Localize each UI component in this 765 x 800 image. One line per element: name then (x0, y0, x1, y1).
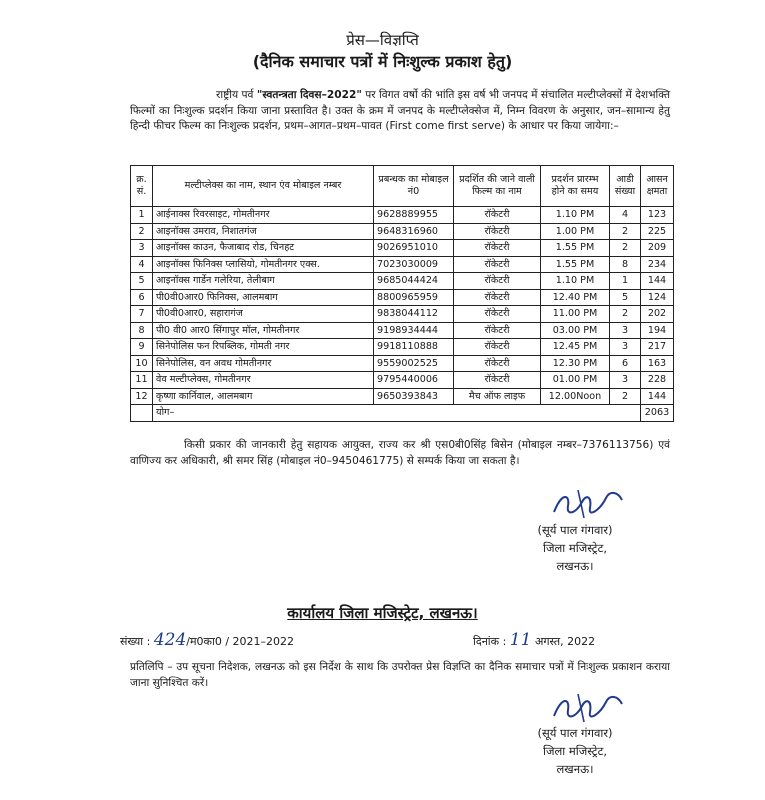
cell-film: रॉकेटरी (454, 223, 541, 240)
date-label: दिनांक : (473, 635, 507, 648)
office-title: कार्यालय जिला मजिस्ट्रेट, लखनऊ। (287, 604, 478, 622)
cell-mobile: 9628889955 (374, 207, 454, 224)
table-total-row (131, 405, 674, 422)
cell-mobile: 9650393843 (374, 388, 454, 405)
cell-sn: 5 (131, 273, 153, 290)
total-label: योग– (153, 405, 641, 422)
cell-film: रॉकेटरी (454, 355, 541, 372)
cell-film: रॉकेटरी (454, 372, 541, 389)
total-value: 2063 (641, 405, 674, 422)
cell-capacity: 163 (641, 355, 674, 372)
ref-suffix: /म0का0 / 2021–2022 (186, 635, 295, 648)
cell-capacity: 225 (641, 223, 674, 240)
signatory-place: लखनऊ। (556, 559, 594, 573)
cell-mobile: 9918110888 (374, 339, 454, 356)
cell-time: 11.00 PM (541, 306, 610, 323)
table-row (131, 273, 674, 290)
cell-name: आइनॉक्स फिनिक्स प्लासियो, गोमतीनगर एक्स. (153, 256, 374, 273)
cell-mobile: 9198934444 (374, 322, 454, 339)
table-row (131, 289, 674, 306)
table-row (131, 322, 674, 339)
cell-mobile: 7023030009 (374, 256, 454, 273)
multiplex-table (130, 165, 674, 422)
cell-sn: 4 (131, 256, 153, 273)
cell-film: रॉकेटरी (454, 289, 541, 306)
cell-name: पी0वी0आर0, सहारागंज (153, 306, 374, 323)
date-handwritten-day: 11 (509, 630, 532, 650)
cell-audi: 5 (610, 289, 641, 306)
cell-audi: 4 (610, 207, 641, 224)
cell-capacity: 234 (641, 256, 674, 273)
document-subtitle: (दैनिक समाचार पत्रों में निःशुल्क प्रकाश हेतु) (252, 52, 513, 71)
table-row (131, 256, 674, 273)
header-sn: क्र. सं. (131, 166, 153, 207)
signatory-place: लखनऊ। (556, 762, 594, 776)
cell-sn: 8 (131, 322, 153, 339)
cell-capacity: 228 (641, 372, 674, 389)
signature-mark (548, 484, 628, 522)
cell-capacity: 144 (641, 273, 674, 290)
cell-audi: 1 (610, 273, 641, 290)
cell-audi: 6 (610, 355, 641, 372)
cell-name: आइनॉक्स गार्डेन गलेरिया, तेलीबाग (153, 273, 374, 290)
cell-audi: 3 (610, 372, 641, 389)
cell-sn: 1 (131, 207, 153, 224)
cell-film: मैच ऑफ लाइफ (454, 388, 541, 405)
reference-number (120, 630, 294, 650)
cell-mobile: 8800965959 (374, 289, 454, 306)
cell-mobile: 9838044112 (374, 306, 454, 323)
cell-audi: 3 (610, 322, 641, 339)
copy-note: प्रतिलिपि – उप सूचना निदेशक, लखनऊ को इस निर्देश के साथ कि उपरोक्त प्रेस विज्ञप्ति का दैनिक समाचार पत्रों में निःशुल्क प्रकाशन कराया जाना सुनिश्चित करें। (130, 661, 670, 689)
cell-time: 03.00 PM (541, 322, 610, 339)
signatory-designation: जिला मजिस्ट्रेट, (542, 744, 608, 758)
cell-time: 12.30 PM (541, 355, 610, 372)
cell-sn: 7 (131, 306, 153, 323)
signatory-name: (सूर्य पाल गंगवार) (537, 726, 613, 740)
signature-block-2 (500, 724, 650, 778)
cell-name: पी0 वी0 आर0 सिंगापुर मॉल, गोमतीनगर (153, 322, 374, 339)
table-row (131, 240, 674, 257)
intro-part2: पर विगत वर्षो की भांति इस वर्ष भी जनपद में संचालित मल्टीप्लेक्सों में देशभक्ति फिल्मों का निःशुल्क प्रदर्शन किया जाना प्रस्तावित है। उक्त के क्रम में जनपद के मल्टीप्लेक्सेज में, निम्न विवरण के अनुसार, जन–सामान्य हेतु हिन्दी फीचर फिल्म का निःशुल्क प्रदर्शन, प्रथम–आगत–प्रथम–पावत (First come first serve) के आधार पर किया जायेगा:– (130, 89, 670, 132)
table-row (131, 355, 674, 372)
cell-name: सिनेपोलिस, वन अवध गोमतीनगर (153, 355, 374, 372)
cell-capacity: 144 (641, 388, 674, 405)
cell-film: रॉकेटरी (454, 256, 541, 273)
ref-label: संख्या : (120, 635, 151, 648)
cell-capacity: 123 (641, 207, 674, 224)
header-audi: आडी संख्या (610, 166, 641, 207)
cell-time: 1.00 PM (541, 223, 610, 240)
signatory-name: (सूर्य पाल गंगवार) (537, 523, 613, 537)
cell-sn: 12 (131, 388, 153, 405)
ref-handwritten-number: 424 (153, 630, 187, 650)
cell-name: आइनॉक्स काउन, फैजाबाद रोड, चिनहट (153, 240, 374, 257)
table-row (131, 306, 674, 323)
cell-mobile: 9648316960 (374, 223, 454, 240)
intro-part1: राष्ट्रीय पर्व (216, 89, 257, 101)
cell-film: रॉकेटरी (454, 306, 541, 323)
cell-time: 1.10 PM (541, 273, 610, 290)
table-row (131, 339, 674, 356)
table-row (131, 388, 674, 405)
cell-name: आइनॉक्स उमराव, निशातगंज (153, 223, 374, 240)
cell-name: पी0वी0आर0 फिनिक्स, आलमबाग (153, 289, 374, 306)
cell-time: 1.55 PM (541, 256, 610, 273)
cell-mobile: 9026951010 (374, 240, 454, 257)
cell-audi: 2 (610, 223, 641, 240)
cell-film: रॉकेटरी (454, 240, 541, 257)
cell-mobile: 9559002525 (374, 355, 454, 372)
header-mobile: प्रबन्धक का मोबाइल नं0 (374, 166, 454, 207)
cell-sn: 11 (131, 372, 153, 389)
table-header-row (131, 166, 674, 207)
cell-audi: 2 (610, 306, 641, 323)
header-name: मल्टीप्लेक्स का नाम, स्थान एंव मोबाइल नम्बर (153, 166, 374, 207)
cell-mobile: 9685044424 (374, 273, 454, 290)
contact-paragraph: किसी प्रकार की जानकारी हेतु सहायक आयुक्त, राज्य कर श्री एस0बी0सिंह बिसेन (मोबाइल नम्बर–7376113756) एवं वाणिज्य कर अधिकारी, श्री समर सिंह (मोबाइल नं0–9450461775) से सम्पर्क किया जा सकता है। (130, 439, 670, 467)
cell-empty (131, 405, 153, 422)
cell-film: रॉकेटरी (454, 322, 541, 339)
table-row (131, 372, 674, 389)
cell-time: 1.55 PM (541, 240, 610, 257)
date-suffix: अगस्त, 2022 (534, 635, 596, 648)
signature-block-1 (500, 521, 650, 575)
table-row (131, 207, 674, 224)
cell-capacity: 209 (641, 240, 674, 257)
intro-highlight: "स्वतन्त्रता दिवस–2022" (256, 89, 362, 101)
document-title: प्रेस—विज्ञप्ति (346, 31, 419, 49)
cell-time: 12.40 PM (541, 289, 610, 306)
cell-name: वेव मल्टीप्लेक्स, गोमतीनगर (153, 372, 374, 389)
intro-paragraph (130, 88, 670, 135)
cell-time: 01.00 PM (541, 372, 610, 389)
cell-film: रॉकेटरी (454, 339, 541, 356)
header-film: प्रदर्शित की जाने वाली फिल्म का नाम (454, 166, 541, 207)
cell-time: 12.45 PM (541, 339, 610, 356)
cell-film: रॉकेटरी (454, 207, 541, 224)
table-row (131, 223, 674, 240)
cell-sn: 3 (131, 240, 153, 257)
cell-film: रॉकेटरी (454, 273, 541, 290)
cell-name: कृष्णा कार्निवाल, आलमबाग (153, 388, 374, 405)
reference-date (473, 630, 595, 650)
signatory-designation: जिला मजिस्ट्रेट, (542, 541, 608, 555)
cell-time: 12.00Noon (541, 388, 610, 405)
cell-audi: 3 (610, 339, 641, 356)
cell-sn: 10 (131, 355, 153, 372)
cell-name: सिनेपोलिस फन रिपब्लिक, गोमती नगर (153, 339, 374, 356)
cell-sn: 9 (131, 339, 153, 356)
header-time: प्रदर्शन प्रारम्भ होने का समय (541, 166, 610, 207)
cell-audi: 2 (610, 240, 641, 257)
cell-sn: 6 (131, 289, 153, 306)
cell-capacity: 202 (641, 306, 674, 323)
signature-mark (548, 688, 628, 726)
cell-mobile: 9795440006 (374, 372, 454, 389)
cell-time: 1.10 PM (541, 207, 610, 224)
header-capacity: आसन क्षमता (641, 166, 674, 207)
cell-audi: 8 (610, 256, 641, 273)
cell-capacity: 217 (641, 339, 674, 356)
cell-name: आईनाक्स रिवरसाइट, गोमतीनगर (153, 207, 374, 224)
cell-audi: 2 (610, 388, 641, 405)
cell-sn: 2 (131, 223, 153, 240)
cell-capacity: 124 (641, 289, 674, 306)
cell-capacity: 194 (641, 322, 674, 339)
